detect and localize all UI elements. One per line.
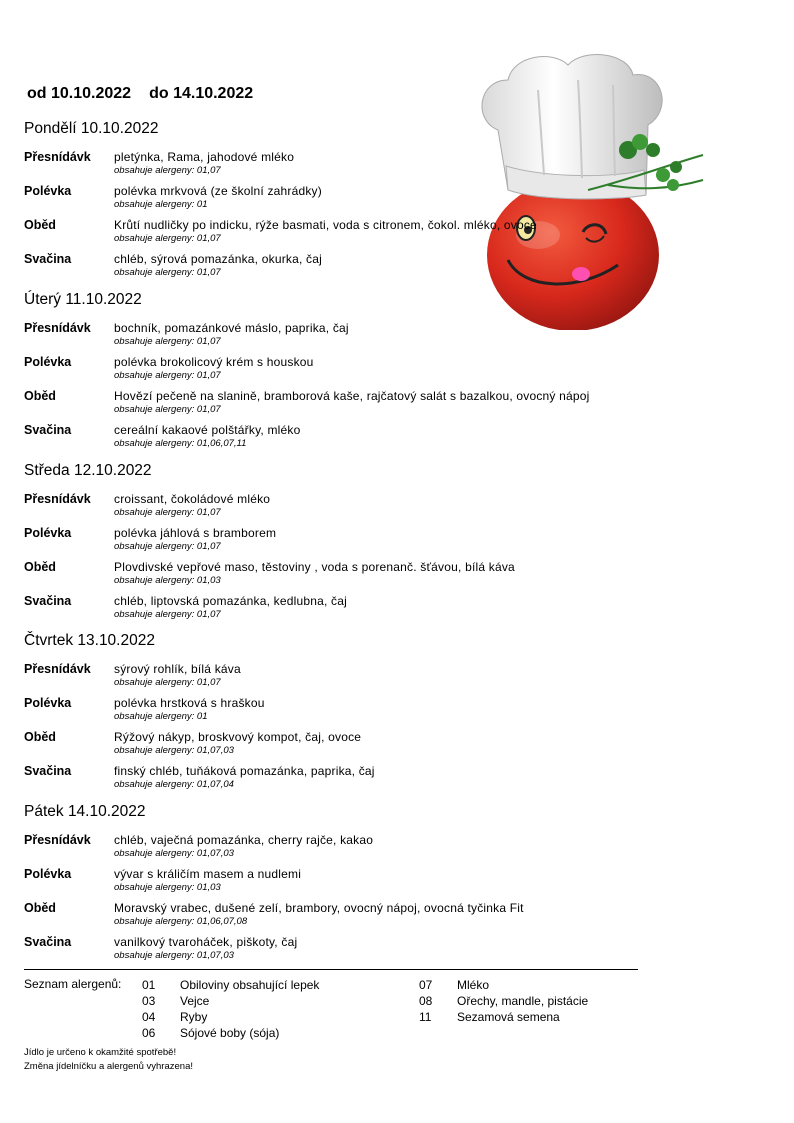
meal-row — [24, 934, 644, 968]
day-section — [24, 290, 644, 456]
note-consumption: Jídlo je určeno k okamžité spotřebě! — [24, 1047, 177, 1058]
meal-description: Hovězí pečeně na slanině, bramborová kaše, rajčatový salát s bazalkou, ovocný nápoj — [114, 389, 590, 403]
meal-allergens: obsahuje alergeny: 01,07 — [114, 541, 221, 552]
meal-allergens: obsahuje alergeny: 01,07,04 — [114, 779, 234, 790]
meal-description: chléb, liptovská pomazánka, kedlubna, čaj — [114, 594, 348, 608]
meal-allergens: obsahuje alergeny: 01,07 — [114, 165, 221, 176]
meal-allergens: obsahuje alergeny: 01,06,07,08 — [114, 916, 248, 927]
legend-divider — [24, 969, 638, 970]
meal-description: cereální kakaové polštářky, mléko — [114, 423, 301, 437]
meal-allergens: obsahuje alergeny: 01,07 — [114, 370, 221, 381]
day-title: Čtvrtek 13.10.2022 — [24, 632, 155, 649]
legend-name: Ořechy, mandle, pistácie — [457, 994, 589, 1008]
meal-label: Přesnídávk — [24, 833, 91, 847]
legend-code: 06 — [142, 1026, 156, 1040]
legend-code: 03 — [142, 994, 156, 1008]
meal-row — [24, 832, 644, 866]
meal-description: Plovdivské vepřové maso, těstoviny , voda s porenanč. šťávou, bílá káva — [114, 560, 515, 574]
meal-allergens: obsahuje alergeny: 01,07 — [114, 507, 221, 518]
legend-item — [419, 993, 588, 1009]
meal-label: Polévka — [24, 184, 72, 198]
legend-title: Seznam alergenů: — [24, 977, 122, 991]
meal-description: chléb, sýrová pomazánka, okurka, čaj — [114, 252, 322, 266]
legend-name: Mléko — [457, 978, 490, 992]
meal-row — [24, 593, 644, 627]
legend-item — [142, 993, 209, 1009]
meal-allergens: obsahuje alergeny: 01,07 — [114, 233, 221, 244]
meal-row — [24, 251, 644, 285]
meal-label: Oběd — [24, 560, 56, 574]
meal-row — [24, 729, 644, 763]
meal-label: Oběd — [24, 730, 56, 744]
menu-period — [27, 85, 253, 103]
meal-row — [24, 695, 644, 729]
meal-label: Přesnídávk — [24, 150, 91, 164]
meal-allergens: obsahuje alergeny: 01,07 — [114, 609, 221, 620]
meal-description: Krůtí nudličky po indicku, rýže basmati, voda s citronem, čokol. mléko, ovoce — [114, 218, 537, 232]
legend-item — [142, 977, 319, 993]
meal-row — [24, 525, 644, 559]
meal-label: Polévka — [24, 526, 72, 540]
legend-item — [142, 1025, 279, 1041]
meal-label: Svačina — [24, 935, 72, 949]
meal-allergens: obsahuje alergeny: 01 — [114, 711, 208, 722]
day-title: Pátek 14.10.2022 — [24, 803, 146, 820]
meal-description: croissant, čokoládové mléko — [114, 492, 271, 506]
meal-row — [24, 422, 644, 456]
legend-code: 08 — [419, 994, 433, 1008]
legend-item — [419, 1009, 560, 1025]
meal-label: Přesnídávk — [24, 321, 91, 335]
meal-row — [24, 763, 644, 797]
meal-description: polévka brokolicový krém s houskou — [114, 355, 314, 369]
meal-allergens: obsahuje alergeny: 01 — [114, 199, 208, 210]
meal-description: polévka jáhlová s bramborem — [114, 526, 277, 540]
meal-label: Svačina — [24, 594, 72, 608]
meal-label: Svačina — [24, 764, 72, 778]
meal-description: pletýnka, Rama, jahodové mléko — [114, 150, 295, 164]
meal-label: Oběd — [24, 389, 56, 403]
note-changes: Změna jídelníčku a alergenů vyhrazena! — [24, 1061, 193, 1072]
meal-label: Svačina — [24, 423, 72, 437]
meal-allergens: obsahuje alergeny: 01,07,03 — [114, 848, 234, 859]
legend-code: 11 — [419, 1010, 432, 1024]
meal-allergens: obsahuje alergeny: 01,06,07,11 — [114, 438, 247, 449]
meal-allergens: obsahuje alergeny: 01,07 — [114, 336, 221, 347]
meal-description: vývar s králičím masem a nudlemi — [114, 867, 302, 881]
meal-description: bochník, pomazánkové máslo, paprika, čaj — [114, 321, 349, 335]
period-from: od 10.10.2022 — [27, 85, 132, 102]
legend-name: Vejce — [180, 994, 210, 1008]
meal-description: chléb, vaječná pomazánka, cherry rajče, kakao — [114, 833, 374, 847]
meal-description: sýrový rohlík, bílá káva — [114, 662, 241, 676]
legend-code: 07 — [419, 978, 433, 992]
allergen-legend — [24, 977, 644, 1043]
legend-name: Sójové boby (sója) — [180, 1026, 280, 1040]
meal-allergens: obsahuje alergeny: 01,07 — [114, 677, 221, 688]
footer-notes — [24, 1046, 193, 1074]
meal-label: Oběd — [24, 218, 56, 232]
meal-description: Rýžový nákyp, broskvový kompot, čaj, ovoce — [114, 730, 362, 744]
day-section — [24, 461, 644, 627]
day-title: Středa 12.10.2022 — [24, 462, 152, 479]
meal-row — [24, 183, 644, 217]
day-section — [24, 119, 644, 285]
meal-allergens: obsahuje alergeny: 01,03 — [114, 575, 221, 586]
meal-row — [24, 217, 644, 251]
meal-row — [24, 866, 644, 900]
meal-row — [24, 388, 644, 422]
meal-row — [24, 354, 644, 388]
meal-row — [24, 661, 644, 695]
meal-description: vanilkový tvaroháček, piškoty, čaj — [114, 935, 298, 949]
meal-row — [24, 900, 644, 934]
meal-description: finský chléb, tuňáková pomazánka, paprika, čaj — [114, 764, 375, 778]
legend-item — [142, 1009, 207, 1025]
meal-label: Svačina — [24, 252, 72, 266]
meal-row — [24, 491, 644, 525]
meal-row — [24, 559, 644, 593]
meal-label: Přesnídávk — [24, 492, 91, 506]
meal-label: Polévka — [24, 355, 72, 369]
legend-name: Ryby — [180, 1010, 208, 1024]
legend-name: Sezamová semena — [457, 1010, 560, 1024]
meal-allergens: obsahuje alergeny: 01,07 — [114, 267, 221, 278]
meal-label: Přesnídávk — [24, 662, 91, 676]
meal-allergens: obsahuje alergeny: 01,07,03 — [114, 950, 234, 961]
legend-code: 04 — [142, 1010, 156, 1024]
legend-item — [419, 977, 489, 993]
meal-label: Polévka — [24, 696, 72, 710]
legend-code: 01 — [142, 978, 156, 992]
meal-label: Oběd — [24, 901, 56, 915]
day-title: Pondělí 10.10.2022 — [24, 120, 159, 137]
meal-description: Moravský vrabec, dušené zelí, brambory, ovocný nápoj, ovocná tyčinka Fit — [114, 901, 524, 915]
legend-name: Obiloviny obsahující lepek — [180, 978, 320, 992]
meal-allergens: obsahuje alergeny: 01,03 — [114, 882, 221, 893]
meal-allergens: obsahuje alergeny: 01,07,03 — [114, 745, 234, 756]
meal-allergens: obsahuje alergeny: 01,07 — [114, 404, 221, 415]
meal-row — [24, 320, 644, 354]
meal-row — [24, 149, 644, 183]
day-section — [24, 631, 644, 797]
day-title: Úterý 11.10.2022 — [24, 291, 142, 308]
day-section — [24, 802, 644, 968]
meal-description: polévka mrkvová (ze školní zahrádky) — [114, 184, 322, 198]
meal-label: Polévka — [24, 867, 72, 881]
meal-description: polévka hrstková s hraškou — [114, 696, 265, 710]
period-to: do 14.10.2022 — [149, 85, 254, 102]
